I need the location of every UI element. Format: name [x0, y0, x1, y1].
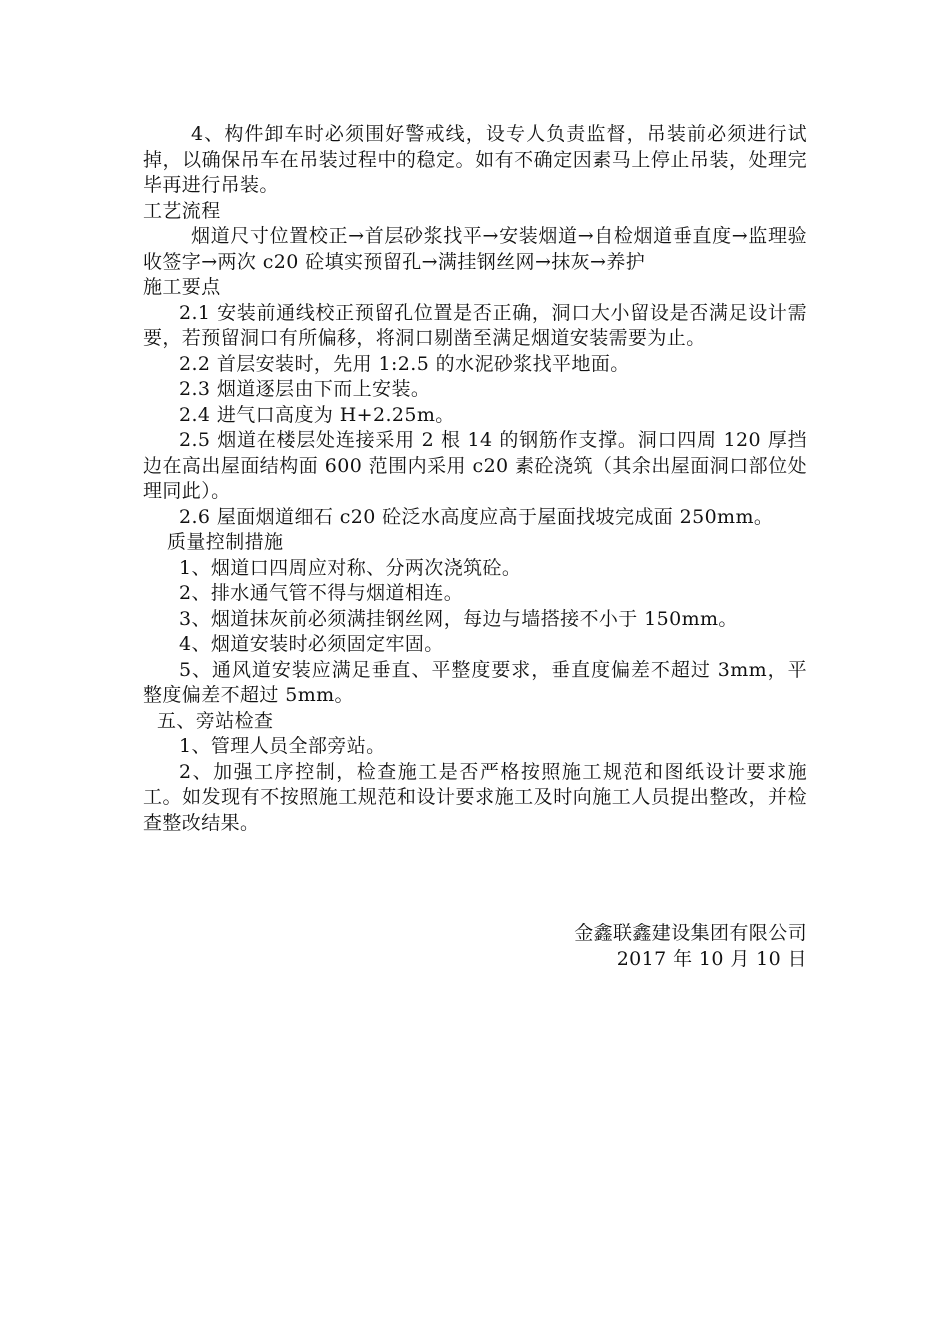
paragraph-point-2-6: 2.6 屋面烟道细石 c20 砼泛水高度应高于屋面找坡完成面 250mm。 [179, 505, 774, 528]
paragraph-process-flow: 烟道尺寸位置校正→首层砂浆找平→安装烟道→自检烟道垂直度→监理验收签字→两次 c20 砼填实预留孔→满挂钢丝网→抹灰→养护 [143, 225, 807, 273]
paragraph-point-2-4: 2.4 进气口高度为 H+2.25m。 [179, 403, 455, 426]
paragraph-crane-safety: 4、构件卸车时必须围好警戒线，设专人负责监督，吊装前必须进行试掉，以确保吊车在吊装过程中的稳定。如有不确定因素马上停止吊装，处理完毕再进行吊装。 [143, 123, 807, 196]
paragraph-point-2-2: 2.2 首层安装时，先用 1:2.5 的水泥砂浆找平地面。 [179, 352, 630, 375]
signature-date: 2017 年 10 月 10 日 [616, 947, 807, 970]
heading-on-site-inspection: 五、旁站检查 [157, 709, 274, 732]
paragraph-inspection-1: 1、管理人员全部旁站。 [179, 735, 386, 757]
paragraph-inspection-2: 2、加强工序控制，检查施工是否严格按照施工规范和图纸设计要求施工。如发现有不按照施工规范和设计要求施工及时向施工人员提出整改，并检查整改结果。 [143, 760, 807, 834]
heading-construction-points: 施工要点 [143, 276, 221, 298]
heading-process-flow: 工艺流程 [143, 199, 221, 222]
paragraph-quality-3: 3、烟道抹灰前必须满挂钢丝网，每边与墙搭接不小于 150mm。 [179, 607, 738, 630]
heading-quality-control: 质量控制措施 [167, 531, 284, 553]
paragraph-quality-1: 1、烟道口四周应对称、分两次浇筑砼。 [179, 556, 522, 579]
company-name: 金鑫联鑫建设集团有限公司 [574, 922, 807, 944]
paragraph-point-2-1: 2.1 安装前通线校正预留孔位置是否正确，洞口大小留设是否满足设计需要，若预留洞口有所偏移，将洞口剔凿至满足烟道安装需要为止。 [143, 301, 807, 349]
paragraph-quality-5: 5、通风道安装应满足垂直、平整度要求，垂直度偏差不超过 3mm，平整度偏差不超过 5mm。 [143, 658, 807, 706]
paragraph-quality-2: 2、排水通气管不得与烟道相连。 [179, 582, 464, 604]
paragraph-point-2-5: 2.5 烟道在楼层处连接采用 2 根 14 的钢筋作支撑。洞口四周 120 厚挡边在高出屋面结构面 600 范围内采用 c20 素砼浇筑（其余出屋面洞口部位处理同此）。 [143, 429, 807, 502]
signature-block [574, 921, 807, 972]
paragraph-point-2-3: 2.3 烟道逐层由下而上安装。 [179, 378, 431, 400]
paragraph-quality-4: 4、烟道安装时必须固定牢固。 [179, 633, 444, 655]
document-body [143, 122, 807, 836]
